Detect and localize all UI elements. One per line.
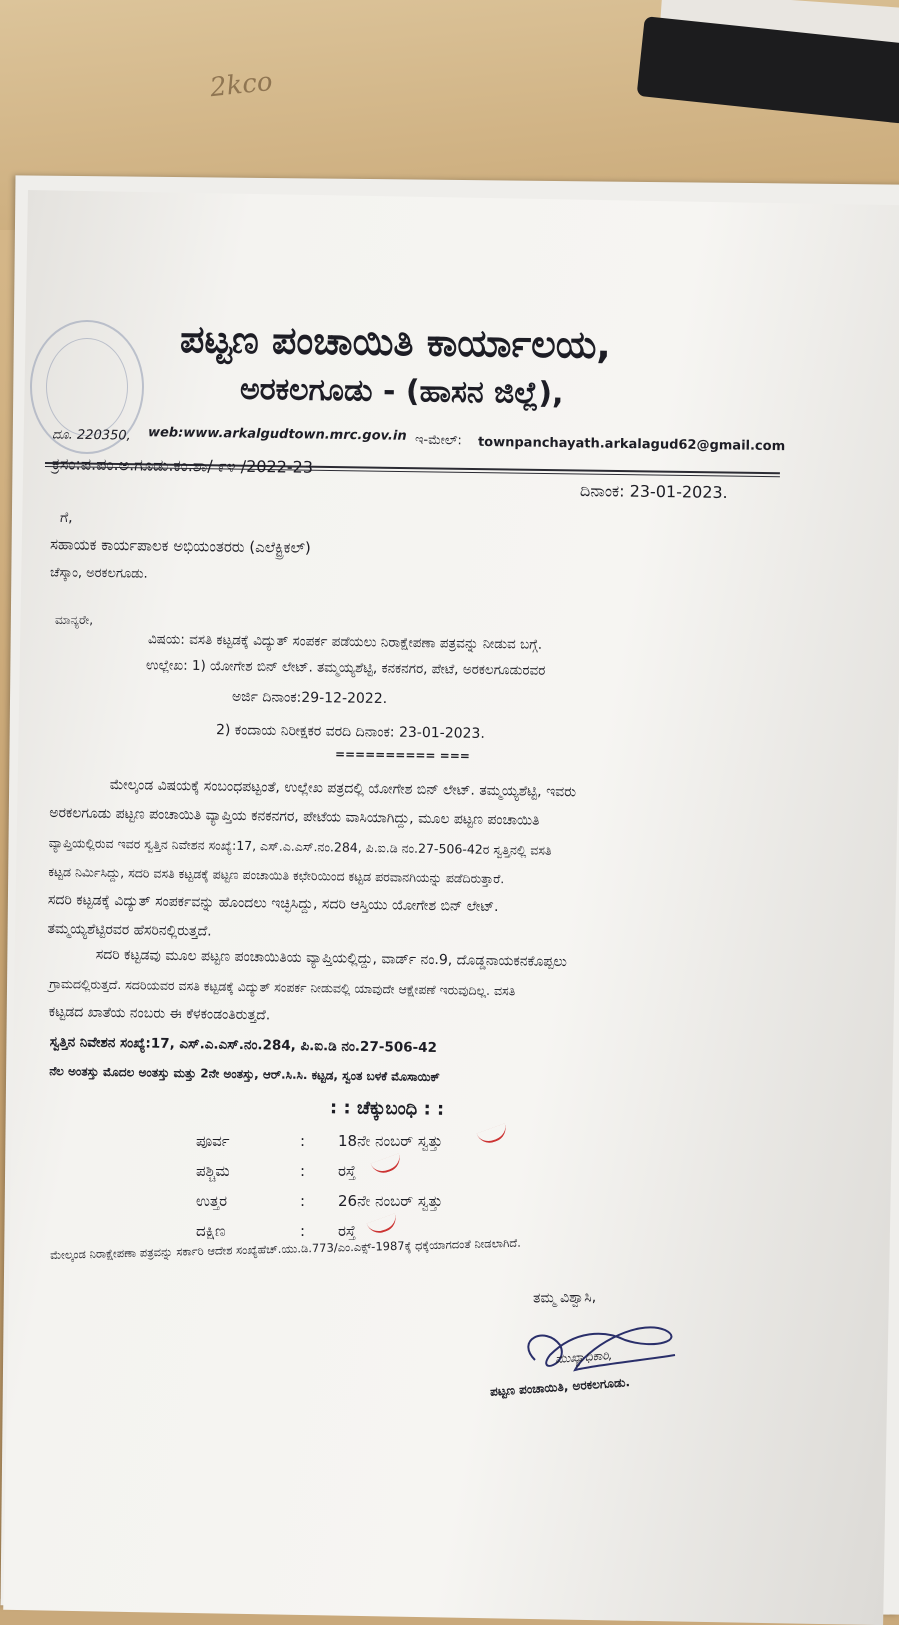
reference-1-date: ಅರ್ಜಿ ದಿನಾಂಕ:29-12-2022.	[231, 688, 388, 708]
paragraph-line: ಕಟ್ಟಡ ನಿರ್ಮಿಸಿದ್ದು, ಸದರಿ ವಸತಿ ಕಟ್ಟಡಕ್ಕೆ ಪಟ್ಟಣ ಪಂಚಾಯಿತಿ ಕಛೇರಿಯಿಂದ ಕಟ್ಟಡ ಪರವಾನಗಿಯನ್ನು ಪಡೆದಿರುತ್ತಾರೆ.	[48, 863, 505, 887]
reference-number: ಕ್ರಸಂ:ಪ.ಪಂ.ಅ.ಗೂಡು.ಕಂ.ಶಾ/ ೯೪ /2022-23	[51, 454, 314, 477]
reference-2: 2) ಕಂದಾಯ ನಿರೀಕ್ಷಕರ ವರದಿ ದಿನಾಂಕ: 23-01-2023.	[215, 722, 485, 742]
boundary-direction: ಪೂರ್ವ	[196, 1132, 230, 1150]
website: web:www.arkalgudtown.mrc.gov.in	[147, 425, 407, 444]
paragraph-line: ಸದರಿ ಕಟ್ಟಡಕ್ಕೆ ವಿದ್ಯುತ್ ಸಂಪರ್ಕವನ್ನು ಹೊಂದಲು ಇಚ್ಛಿಸಿದ್ದು, ಸದರಿ ಆಸ್ತಿಯು ಯೋಗೇಶ ಬಿನ್ ಲೇಟ್.	[47, 891, 499, 916]
paragraph-line: ಅರಕಲಗೂಡು ಪಟ್ಟಣ ಪಂಚಾಯಿತಿ ವ್ಯಾಪ್ತಿಯ ಕನಕನಗರ, ಪೇಟೆಯ ವಾಸಿಯಾಗಿದ್ದು, ಮೂಲ ಪಟ್ಟಣ ಪಂಚಾಯಿತಿ	[49, 804, 540, 829]
boundary-separator: :	[300, 1222, 306, 1240]
signatory-designation: ಮುಖ್ಯಾಧಿಕಾರಿ,	[554, 1348, 613, 1366]
salutation: ಮಾನ್ಯರೇ,	[55, 613, 94, 627]
boundary-separator: :	[300, 1132, 306, 1150]
paragraph-line: ಸದರಿ ಕಟ್ಟಡವು ಮೂಲ ಪಟ್ಟಣ ಪಂಚಾಯಿತಿಯ ವ್ಯಾಪ್ತಿಯಲ್ಲಿದ್ದು, ವಾರ್ಡ್ ನಂ.9, ದೊಡ್ಡನಾಯಕನಕೊಪ್ಪಲು	[95, 946, 568, 971]
pencil-note: 2kco	[208, 66, 274, 104]
boundary-direction: ದಕ್ಷಿಣ	[196, 1222, 226, 1240]
reference-divider: ========== ===	[334, 747, 470, 763]
boundary-separator: :	[300, 1192, 306, 1210]
paragraph-line: ಮೇಲ್ಕಂಡ ವಿಷಯಕ್ಕೆ ಸಂಬಂಧಪಟ್ಟಂತೆ, ಉಲ್ಲೇಖ ಪತ್ರದಲ್ಲಿ ಯೋಗೇಶ ಬಿನ್ ಲೇಟ್. ತಮ್ಮಯ್ಯಶೆಟ್ಟಿ, ಇವರು	[109, 776, 577, 801]
reference-1: ಉಲ್ಲೇಖ: 1) ಯೋಗೇಶ ಬಿನ್ ಲೇಟ್. ತಮ್ಮಯ್ಯಶೆಟ್ಟಿ, ಕನಕನಗರ, ಪೇಟೆ, ಅರಕಲಗೂಡುರವರ	[145, 657, 546, 679]
property-line: ಸ್ವತ್ತಿನ ನಿವೇಶನ ಸಂಖ್ಯೆ:17, ಎಸ್.ಎ.ಎಸ್.ನಂ.284, ಪಿ.ಐ.ಡಿ ನಂ.27-506-42	[49, 1033, 438, 1057]
email-label: ಇ-ಮೇಲ್:	[414, 432, 462, 449]
property-details	[49, 1028, 440, 1092]
boundary-value: 18ನೇ ನಂಬರ್ ಸ್ವತ್ತು	[338, 1132, 443, 1150]
body-paragraph-1	[47, 770, 576, 952]
boundaries-title: : : ಚೆಕ್ಕುಬಂಧಿ : :	[329, 1097, 445, 1120]
boundary-separator: :	[300, 1162, 306, 1180]
boundary-value: 26ನೇ ನಂಬರ್ ಸ್ವತ್ತು	[338, 1192, 443, 1210]
office-place: ಅರಕಲಗೂಡು - (ಹಾಸನ ಜಿಲ್ಲೆ),	[239, 371, 564, 412]
paragraph-line: ವ್ಯಾಪ್ತಿಯಲ್ಲಿರುವ ಇವರ ಸ್ವತ್ತಿನ ನಿವೇಶನ ಸಂಖ್ಯೆ:17, ಎಸ್.ಎ.ಎಸ್.ನಂ.284, ಪಿ.ಐ.ಡಿ ನಂ.27-506-42ರ ಸ್ವತ್ತಿನಲ್ಲಿ ವಸತಿ	[48, 834, 552, 858]
boundary-value: ರಸ್ತೆ	[338, 1222, 356, 1240]
phone-number: ದೂ. 220350,	[51, 427, 131, 444]
paragraph-line: ಕಟ್ಟಡದ ಖಾತೆಯ ನಂಬರು ಈ ಕೆಳಕಂಡಂತಿರುತ್ತದೆ.	[48, 1003, 271, 1024]
to-label: ಗೆ,	[60, 510, 73, 526]
letter-date: ದಿನಾಂಕ: 23-01-2023.	[579, 480, 728, 503]
boundary-direction: ಉತ್ತರ	[196, 1192, 228, 1210]
property-line: ನೆಲ ಅಂತಸ್ತು ಮೊದಲ ಅಂತಸ್ತು ಮತ್ತು 2ನೇ ಅಂತಸ್ತು, ಆರ್.ಸಿ.ಸಿ. ಕಟ್ಟಡ, ಸ್ವಂತ ಬಳಕೆ ಮೊಸಾಯಿಕ್	[49, 1063, 440, 1085]
body-paragraph-2	[49, 940, 568, 1035]
recipient-line-2: ಚೆಸ್ಕಾಂ, ಅರಕಲಗೂಡು.	[49, 565, 148, 582]
red-tick-mark	[371, 1153, 404, 1176]
boundary-value: ರಸ್ತೆ	[338, 1162, 356, 1180]
paragraph-line: ಗ್ರಾಮದಲ್ಲಿರುತ್ತದೆ. ಸದರಿಯವರ ವಸತಿ ಕಟ್ಟಡಕ್ಕೆ ವಿದ್ಯುತ್ ಸಂಪರ್ಕ ನೀಡುವಲ್ಲಿ ಯಾವುದೇ ಆಕ್ಷೇಪಣೆ ಇರುವುದಿಲ್ಲ. ವಸತಿ	[49, 975, 516, 999]
red-tick-mark	[367, 1213, 400, 1236]
yours-faithfully: ತಮ್ಮ ವಿಶ್ವಾಸಿ,	[532, 1289, 597, 1307]
closing-note: ಮೇಲ್ಕಂಡ ನಿರಾಕ್ಷೇಪಣಾ ಪತ್ರವನ್ನು ಸರ್ಕಾರಿ ಆದೇಶ ಸಂಖ್ಯೆಹೆಚ್.ಯು.ಡಿ.773/ಎಂ.ಎಕ್ಸ್-1987ಕ್ಕೆ ಧಕ್ಕೆಯಾಗದಂತೆ ನೀಡಲಾಗಿದೆ.	[50, 1235, 521, 1262]
red-tick-mark	[477, 1123, 510, 1146]
signatory-office: ಪಟ್ಟಣ ಪಂಚಾಯಿತಿ, ಅರಕಲಗೂಡು.	[489, 1375, 631, 1399]
email-address: townpanchayath.arkalagud62@gmail.com	[477, 434, 786, 455]
office-title: ಪಟ್ಟಣ ಪಂಚಾಯಿತಿ ಕಾರ್ಯಾಲಯ,	[179, 316, 612, 368]
boundary-direction: ಪಶ್ಚಿಮ	[196, 1162, 230, 1180]
subject-line: ವಿಷಯ: ವಸತಿ ಕಟ್ಟಡಕ್ಕೆ ವಿದ್ಯುತ್ ಸಂಪರ್ಕ ಪಡೆಯಲು ನಿರಾಕ್ಷೇಪಣಾ ಪತ್ರವನ್ನು ನೀಡುವ ಬಗ್ಗೆ.	[147, 631, 543, 653]
recipient-line-1: ಸಹಾಯಕ ಕಾರ್ಯಪಾಲಕ ಅಭಿಯಂತರರು (ಎಲೆಕ್ಟ್ರಿಕಲ್)	[49, 535, 311, 557]
paragraph-line: ತಮ್ಮಯ್ಯಶೆಟ್ಟಿರವರ ಹೆಸರಿನಲ್ಲಿರುತ್ತದೆ.	[47, 920, 212, 940]
